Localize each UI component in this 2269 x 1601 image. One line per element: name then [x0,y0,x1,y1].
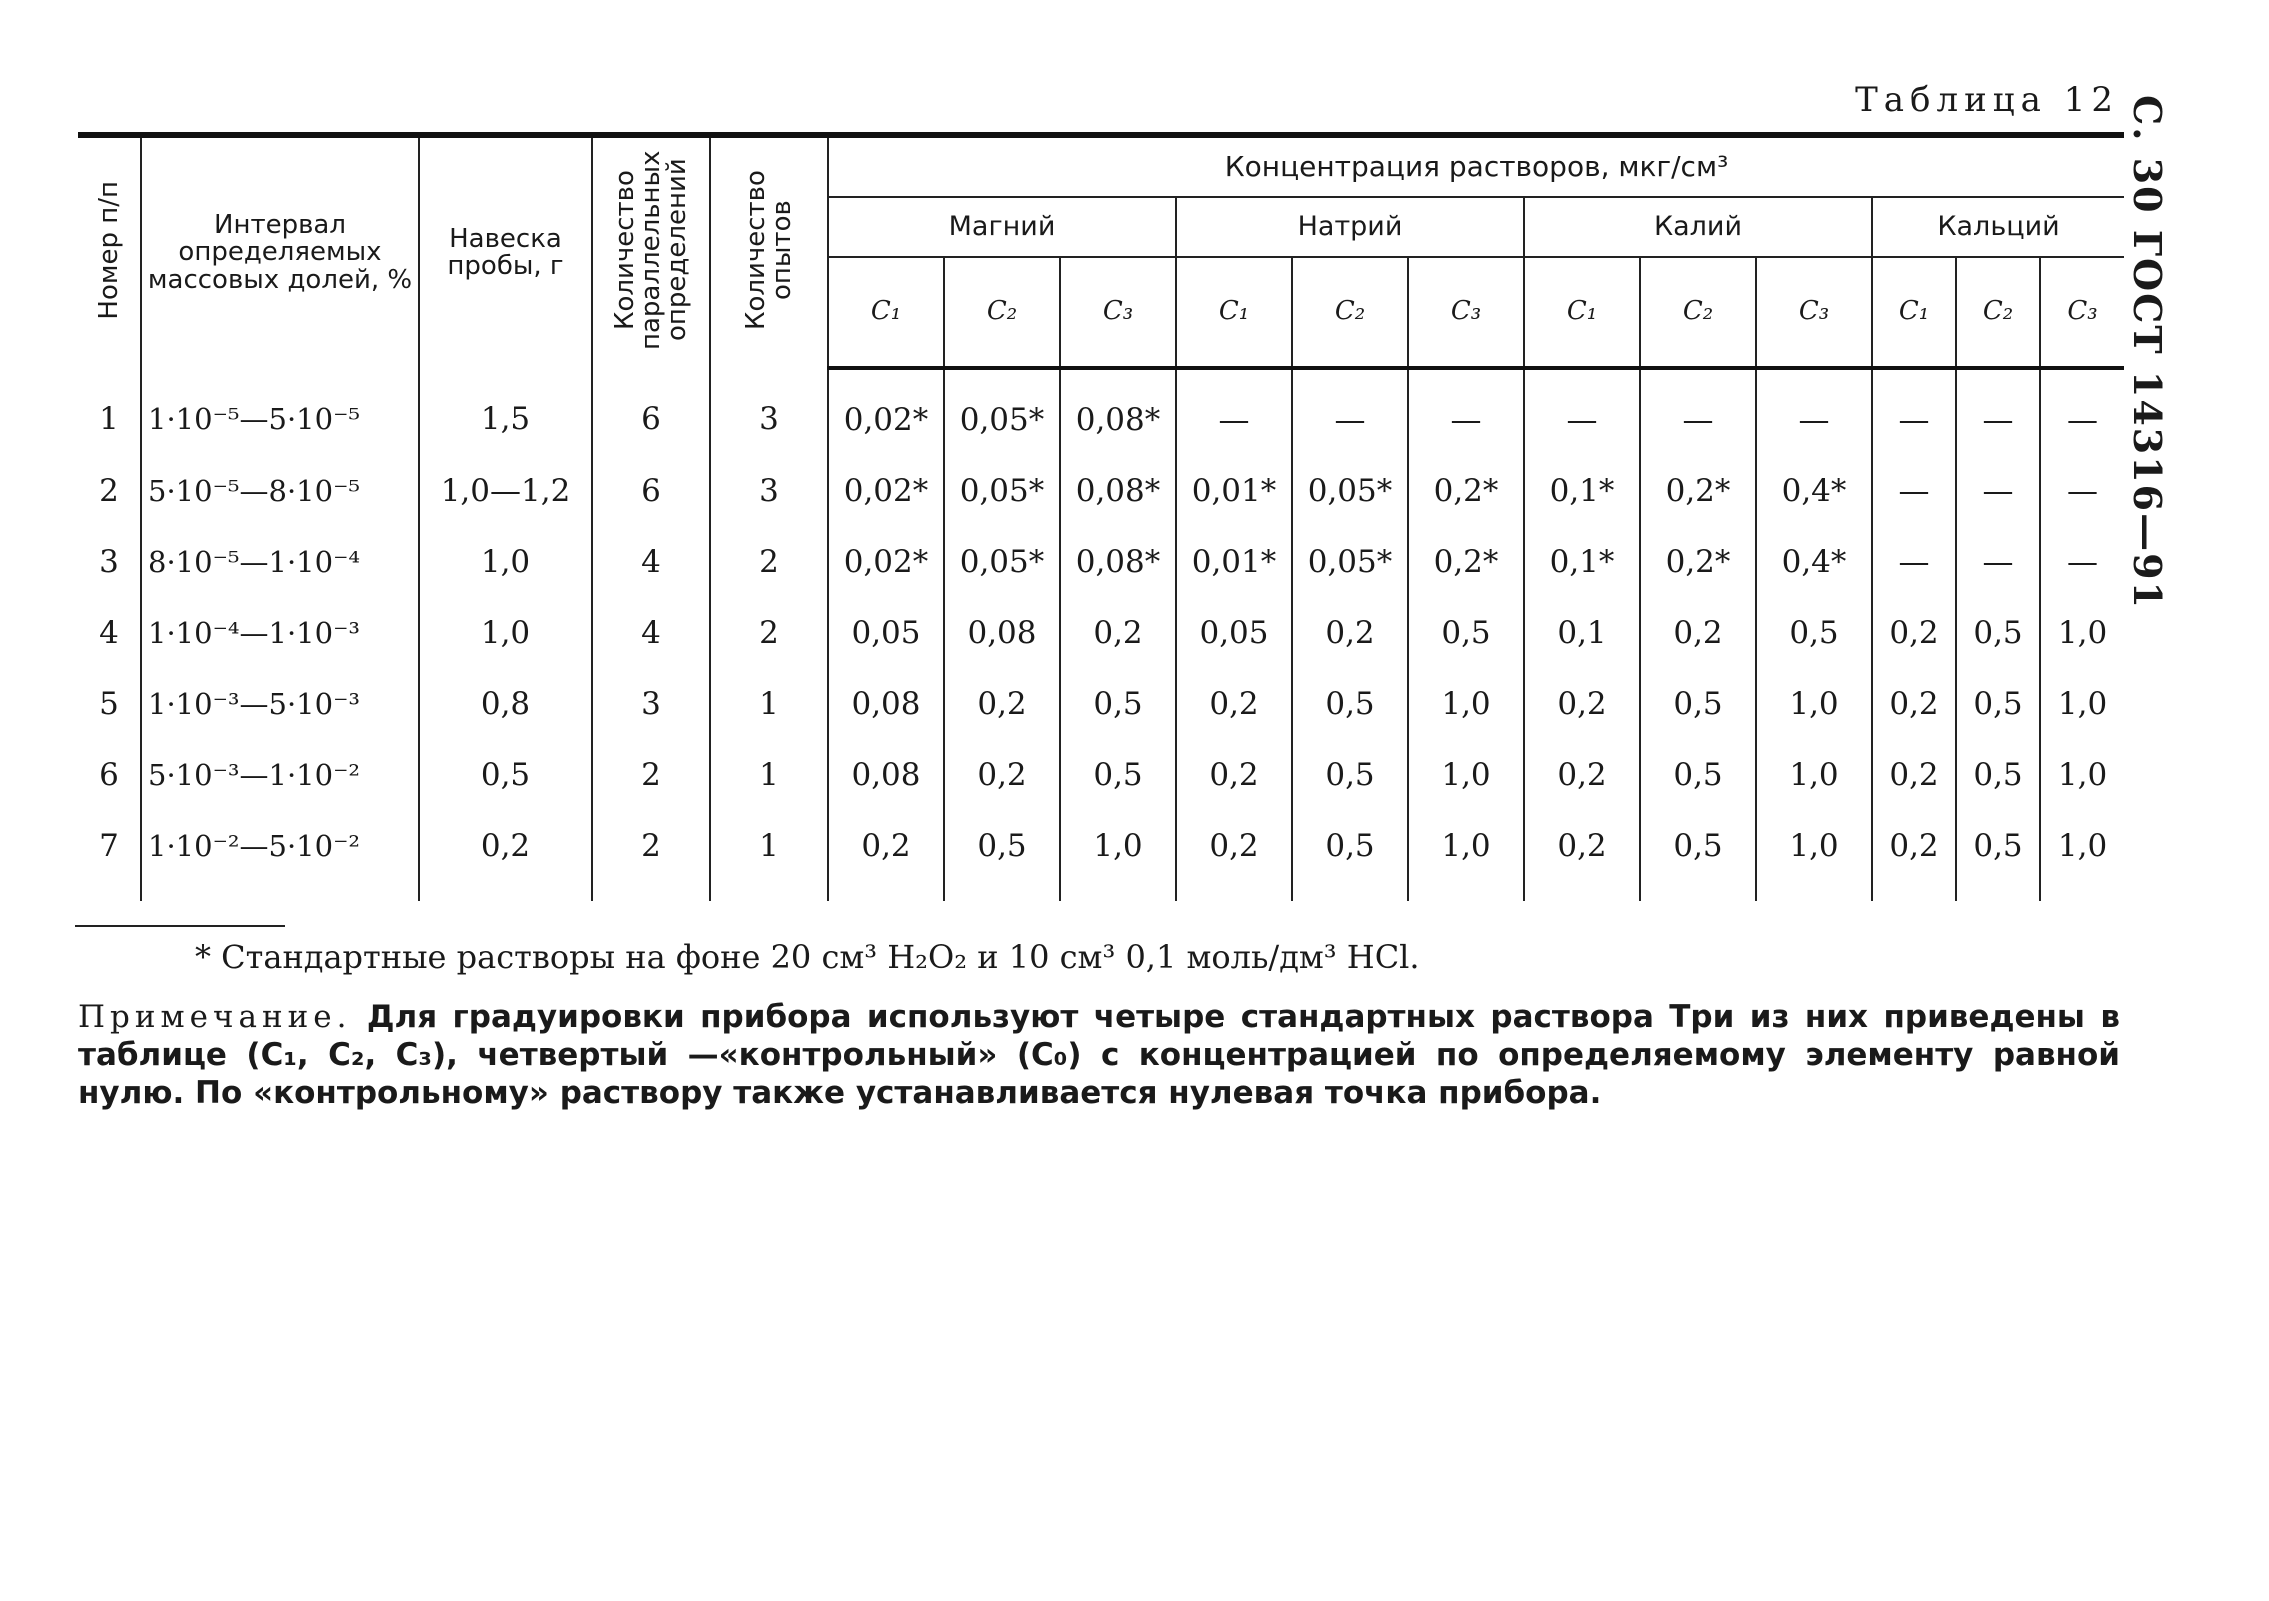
header-sample: Навеска пробы, г [419,135,592,368]
row-interval: 5·10⁻⁵—8·10⁻⁵ [141,455,419,526]
row-number: 1 [78,368,141,455]
row-number: 5 [78,668,141,739]
row-interval: 5·10⁻³—1·10⁻² [141,739,419,810]
row-experiments: 3 [710,368,828,455]
row-sample: 1,0—1,2 [419,455,592,526]
concentration-cell: 0,02* [828,368,944,455]
concentration-cell: 0,1* [1524,526,1640,597]
note-text: Для градуировки прибора используют четыре стандартных раствора Три из них приведены в таблице (C₁, C₂, C₃), четвертый —«контрольный» (C₀) с концентрацией по определяемому элементу равной нулю. По «контрольному» раствору также устанавливается нулевая точка прибора. [78,999,2120,1111]
concentration-cell: — [1956,526,2040,597]
table-row [78,810,2124,901]
header-number: Номер п/п [78,135,141,368]
concentration-cell: 1,0 [2040,810,2124,901]
table-body [78,368,2124,901]
concentration-cell: 0,2 [944,668,1060,739]
concentration-cell: 0,5 [1408,597,1524,668]
header-c3: C₃ [1060,257,1176,368]
concentration-cell: 0,08* [1060,368,1176,455]
row-sample: 0,2 [419,810,592,901]
calibration-table [78,132,2124,901]
concentration-cell: — [2040,526,2124,597]
table-caption: Таблица 12 [1855,80,2119,120]
concentration-cell: 0,5 [1640,810,1756,901]
concentration-cell: 0,5 [1640,739,1756,810]
header-potassium: Калий [1524,197,1872,257]
page-standard-label: С. 30 ГОСТ 14316—91 [2125,95,2170,610]
header-c2: C₂ [944,257,1060,368]
concentration-cell: — [1292,368,1408,455]
row-parallel: 3 [592,668,710,739]
concentration-cell: 0,5 [1956,668,2040,739]
row-interval: 1·10⁻³—5·10⁻³ [141,668,419,739]
concentration-cell: 0,5 [1956,810,2040,901]
header-c3: C₃ [1408,257,1524,368]
concentration-cell: 0,2 [828,810,944,901]
concentration-cell: 0,05* [1292,455,1408,526]
row-number: 4 [78,597,141,668]
concentration-cell: 0,2 [1176,810,1292,901]
concentration-cell: — [1756,368,1872,455]
footnote: * Стандартные растворы на фоне 20 см³ H₂O₂ и 10 см³ 0,1 моль/дм³ HCl. [195,938,1420,976]
table-row [78,597,2124,668]
header-interval: Интервал определяемых массовых долей, % [141,135,419,368]
table-row [78,455,2124,526]
row-parallel: 4 [592,526,710,597]
header-calcium: Кальций [1872,197,2124,257]
concentration-cell: 0,2 [1872,668,1956,739]
concentration-cell: — [1956,368,2040,455]
concentration-cell: 0,2 [944,739,1060,810]
header-experiments: Количество опытов [710,135,828,368]
header-c2: C₂ [1292,257,1408,368]
concentration-cell: — [1956,455,2040,526]
header-c1: C₁ [1872,257,1956,368]
concentration-cell: 1,0 [1756,739,1872,810]
concentration-cell: 0,5 [1756,597,1872,668]
concentration-cell: — [1176,368,1292,455]
concentration-cell: 0,5 [1956,739,2040,810]
concentration-cell: 0,5 [944,810,1060,901]
row-parallel: 2 [592,810,710,901]
row-number: 2 [78,455,141,526]
row-interval: 1·10⁻⁴—1·10⁻³ [141,597,419,668]
concentration-cell: 0,5 [1060,668,1176,739]
concentration-cell: 0,1* [1524,455,1640,526]
concentration-cell: — [2040,368,2124,455]
concentration-cell: 0,02* [828,526,944,597]
concentration-cell: 0,1 [1524,597,1640,668]
concentration-cell: 0,2 [1060,597,1176,668]
concentration-cell: 0,08 [828,739,944,810]
row-sample: 0,8 [419,668,592,739]
table-row [78,668,2124,739]
header-c2: C₂ [1640,257,1756,368]
row-parallel: 4 [592,597,710,668]
concentration-cell: 1,0 [1060,810,1176,901]
concentration-cell: 0,5 [1640,668,1756,739]
concentration-cell: 1,0 [1756,810,1872,901]
concentration-cell: — [1640,368,1756,455]
concentration-cell: 0,5 [1292,739,1408,810]
concentration-cell: 0,2 [1872,739,1956,810]
header-c3: C₃ [1756,257,1872,368]
row-parallel: 6 [592,368,710,455]
header-parallel: Количество параллельных определений [592,135,710,368]
table-container [78,132,2118,901]
row-interval: 1·10⁻⁵—5·10⁻⁵ [141,368,419,455]
concentration-cell: — [2040,455,2124,526]
concentration-cell: 0,08 [944,597,1060,668]
concentration-cell: 0,01* [1176,526,1292,597]
row-parallel: 6 [592,455,710,526]
concentration-cell: 0,4* [1756,526,1872,597]
header-c2: C₂ [1956,257,2040,368]
concentration-cell: 0,2 [1524,668,1640,739]
concentration-cell: 0,05* [944,368,1060,455]
concentration-cell: 1,0 [1408,668,1524,739]
concentration-cell: 0,2 [1292,597,1408,668]
concentration-cell: 0,2 [1872,597,1956,668]
row-experiments: 3 [710,455,828,526]
concentration-cell: 0,2 [1872,810,1956,901]
concentration-cell: 0,2 [1640,597,1756,668]
row-number: 7 [78,810,141,901]
header-sodium: Натрий [1176,197,1524,257]
concentration-cell: 0,5 [1292,810,1408,901]
concentration-cell: 0,05* [944,455,1060,526]
row-interval: 8·10⁻⁵—1·10⁻⁴ [141,526,419,597]
concentration-cell: 0,01* [1176,455,1292,526]
concentration-cell: 0,2* [1408,526,1524,597]
concentration-cell: 0,2 [1524,810,1640,901]
row-experiments: 1 [710,810,828,901]
footnote-divider [75,925,285,927]
concentration-cell: 0,2* [1408,455,1524,526]
concentration-cell: 0,2 [1176,739,1292,810]
concentration-cell: — [1872,526,1956,597]
concentration-cell: 0,2 [1176,668,1292,739]
header-c1: C₁ [1524,257,1640,368]
table-row [78,526,2124,597]
header-c1: C₁ [1176,257,1292,368]
concentration-cell: 0,5 [1292,668,1408,739]
concentration-cell: 0,5 [1060,739,1176,810]
row-interval: 1·10⁻²—5·10⁻² [141,810,419,901]
concentration-cell: 0,08* [1060,526,1176,597]
concentration-cell: 1,0 [2040,597,2124,668]
concentration-cell: 0,08* [1060,455,1176,526]
concentration-cell: 1,0 [1408,739,1524,810]
concentration-cell: 1,0 [2040,668,2124,739]
concentration-cell: — [1872,368,1956,455]
table-row [78,368,2124,455]
row-number: 3 [78,526,141,597]
row-experiments: 1 [710,739,828,810]
header-concentration: Концентрация растворов, мкг/см³ [828,135,2124,197]
concentration-cell: 0,2 [1524,739,1640,810]
concentration-cell: 0,5 [1956,597,2040,668]
row-parallel: 2 [592,739,710,810]
concentration-cell: — [1524,368,1640,455]
header-c3: C₃ [2040,257,2124,368]
concentration-cell: 0,02* [828,455,944,526]
page-header-side [2110,95,2230,610]
row-sample: 1,5 [419,368,592,455]
concentration-cell: 0,05* [944,526,1060,597]
header-magnesium: Магний [828,197,1176,257]
concentration-cell: 0,2* [1640,455,1756,526]
concentration-cell: 0,4* [1756,455,1872,526]
concentration-cell: 0,2* [1640,526,1756,597]
concentration-cell: 0,08 [828,668,944,739]
note-paragraph [78,998,2120,1112]
row-sample: 0,5 [419,739,592,810]
header-c1: C₁ [828,257,944,368]
concentration-cell: 0,05 [1176,597,1292,668]
row-experiments: 1 [710,668,828,739]
concentration-cell: 1,0 [1756,668,1872,739]
row-sample: 1,0 [419,526,592,597]
row-number: 6 [78,739,141,810]
row-experiments: 2 [710,597,828,668]
concentration-cell: 1,0 [2040,739,2124,810]
concentration-cell: 1,0 [1408,810,1524,901]
concentration-cell: 0,05 [828,597,944,668]
concentration-cell: 0,05* [1292,526,1408,597]
row-experiments: 2 [710,526,828,597]
table-row [78,739,2124,810]
concentration-cell: — [1408,368,1524,455]
concentration-cell: — [1872,455,1956,526]
note-label: Примечание. [78,999,352,1035]
row-sample: 1,0 [419,597,592,668]
